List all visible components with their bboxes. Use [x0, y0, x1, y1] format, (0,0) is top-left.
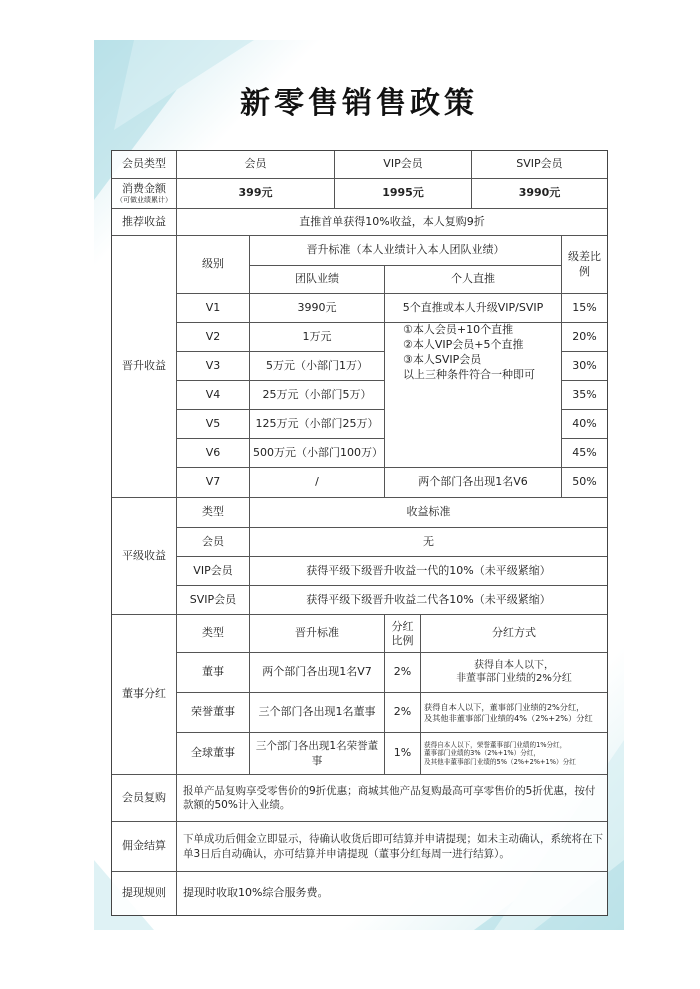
promotion-personal-header: 个人直推: [385, 266, 562, 294]
method-line: 获得自本人以下，荣誉董事部门业绩的1%分红，: [424, 741, 567, 750]
director-method-honorary: [421, 693, 607, 733]
team-v5: 125万元（小部门25万）: [250, 410, 385, 439]
repurchase-label: 会员复购: [112, 775, 177, 822]
promotion-team-header: 团队业绩: [250, 266, 385, 294]
peer-standard-header: 收益标准: [250, 498, 607, 528]
ratio-v6: 45%: [562, 439, 607, 468]
team-v3: 5万元（小部门1万）: [250, 352, 385, 381]
director-type-honorary: 荣誉董事: [177, 693, 250, 733]
personal-condition-1: ①本人会员+10个直推: [403, 323, 514, 336]
policy-poster: [94, 40, 624, 930]
promotion-ratio-header: 级差比例: [562, 236, 607, 294]
director-type-director: 董事: [177, 653, 250, 693]
director-label: 董事分红: [112, 615, 177, 775]
director-method-global: [421, 733, 607, 775]
policy-table: [111, 150, 608, 916]
director-ratio-director: 2%: [385, 653, 421, 693]
personal-condition-3: ③本人SVIP会员: [403, 352, 482, 366]
level-v6: V6: [177, 439, 250, 468]
team-v2: 1万元: [250, 323, 385, 352]
peer-type-member: 会员: [177, 528, 250, 557]
amount-label-cell: [112, 179, 177, 209]
ratio-v1: 15%: [562, 294, 607, 323]
method-line: 非董事部门业绩的2%分红: [456, 672, 572, 684]
promotion-label: 晋升收益: [112, 236, 177, 498]
level-v5: V5: [177, 410, 250, 439]
amount-note: （可做业绩累计）: [116, 196, 172, 205]
commission-label: 佣金结算: [112, 822, 177, 872]
director-header-type: 类型: [177, 615, 250, 653]
director-method-director: [421, 653, 607, 693]
director-header-method: 分红方式: [421, 615, 607, 653]
personal-condition-note: 以上三种条件符合一种即可: [403, 367, 535, 381]
peer-text-member: 无: [250, 528, 607, 557]
director-ratio-global: 1%: [385, 733, 421, 775]
level-v3: V3: [177, 352, 250, 381]
personal-v1: 5个直推或本人升级VIP/SVIP: [385, 294, 562, 323]
team-v1: 3990元: [250, 294, 385, 323]
team-v6: 500万元（小部门100万）: [250, 439, 385, 468]
director-header-standard: 晋升标准: [250, 615, 385, 653]
member-type-vip: VIP会员: [335, 151, 472, 179]
peer-text-vip: 获得平级下级晋升收益一代的10%（未平级紧缩）: [250, 557, 607, 586]
promotion-level-header: 级别: [177, 236, 250, 294]
ratio-v4: 35%: [562, 381, 607, 410]
member-type-regular: 会员: [177, 151, 335, 179]
ratio-v3: 30%: [562, 352, 607, 381]
director-standard-global: 三个部门各出现1名荣誉董事: [250, 733, 385, 775]
level-v7: V7: [177, 468, 250, 498]
level-v2: V2: [177, 323, 250, 352]
peer-label: 平级收益: [112, 498, 177, 615]
peer-type-svip: SVIP会员: [177, 586, 250, 615]
director-header-ratio: 分红比例: [385, 615, 421, 653]
commission-text: 下单成功后佣金立即显示，待确认收货后即可结算并申请提现；如未主动确认，系统将在下单3日后自动确认，亦可结算并申请提现（董事分红每周一进行结算）。: [177, 822, 607, 872]
peer-type-header: 类型: [177, 498, 250, 528]
withdraw-text: 提现时收取10%综合服务费。: [183, 886, 329, 900]
director-standard-honorary: 三个部门各出现1名董事: [250, 693, 385, 733]
personal-condition-2: ②本人VIP会员+5个直推: [403, 337, 524, 351]
method-line: 及其他非董事部门业绩的5%（2%+2%+1%）分红: [424, 757, 576, 766]
ratio-v2: 20%: [562, 323, 607, 352]
page-title: 新零售销售政策: [240, 86, 478, 121]
method-line: 及其他非董事部门业绩的4%（2%+2%）分红: [424, 712, 593, 723]
peer-text-svip: 获得平级下级晋升收益二代各10%（未平级紧缩）: [250, 586, 607, 615]
team-v7: /: [250, 468, 385, 498]
level-v4: V4: [177, 381, 250, 410]
repurchase-text: 报单产品复购享受零售价的9折优惠；商城其他产品复购最高可享零售价的5折优惠，按付款额的50%计入业绩。: [177, 775, 607, 822]
referral-label: 推荐收益: [112, 209, 177, 236]
ratio-v7: 50%: [562, 468, 607, 498]
member-type-svip: SVIP会员: [472, 151, 607, 179]
director-standard-director: 两个部门各出现1名V7: [250, 653, 385, 693]
amount-svip: 3990元: [472, 179, 607, 209]
method-line: 获得自本人以下，董事部门业绩的2%分红，: [424, 702, 585, 713]
method-line: 董事部门业绩的3%（2%+1%）分红，: [424, 749, 541, 758]
peer-type-vip: VIP会员: [177, 557, 250, 586]
amount-label: 消费金额: [122, 182, 166, 196]
amount-regular: 399元: [177, 179, 335, 209]
promotion-standard-header: 晋升标准（本人业绩计入本人团队业绩）: [250, 236, 562, 266]
team-v4: 25万元（小部门5万）: [250, 381, 385, 410]
member-type-label: 会员类型: [112, 151, 177, 179]
director-ratio-honorary: 2%: [385, 693, 421, 733]
method-line: 获得自本人以下，: [474, 660, 554, 671]
withdraw-label: 提现规则: [112, 872, 177, 915]
personal-v2-v6: [385, 323, 562, 468]
director-type-global: 全球董事: [177, 733, 250, 775]
ratio-v5: 40%: [562, 410, 607, 439]
referral-text: 直推首单获得10%收益，本人复购9折: [177, 209, 607, 236]
amount-vip: 1995元: [335, 179, 472, 209]
level-v1: V1: [177, 294, 250, 323]
personal-v7: 两个部门各出现1名V6: [385, 468, 562, 498]
